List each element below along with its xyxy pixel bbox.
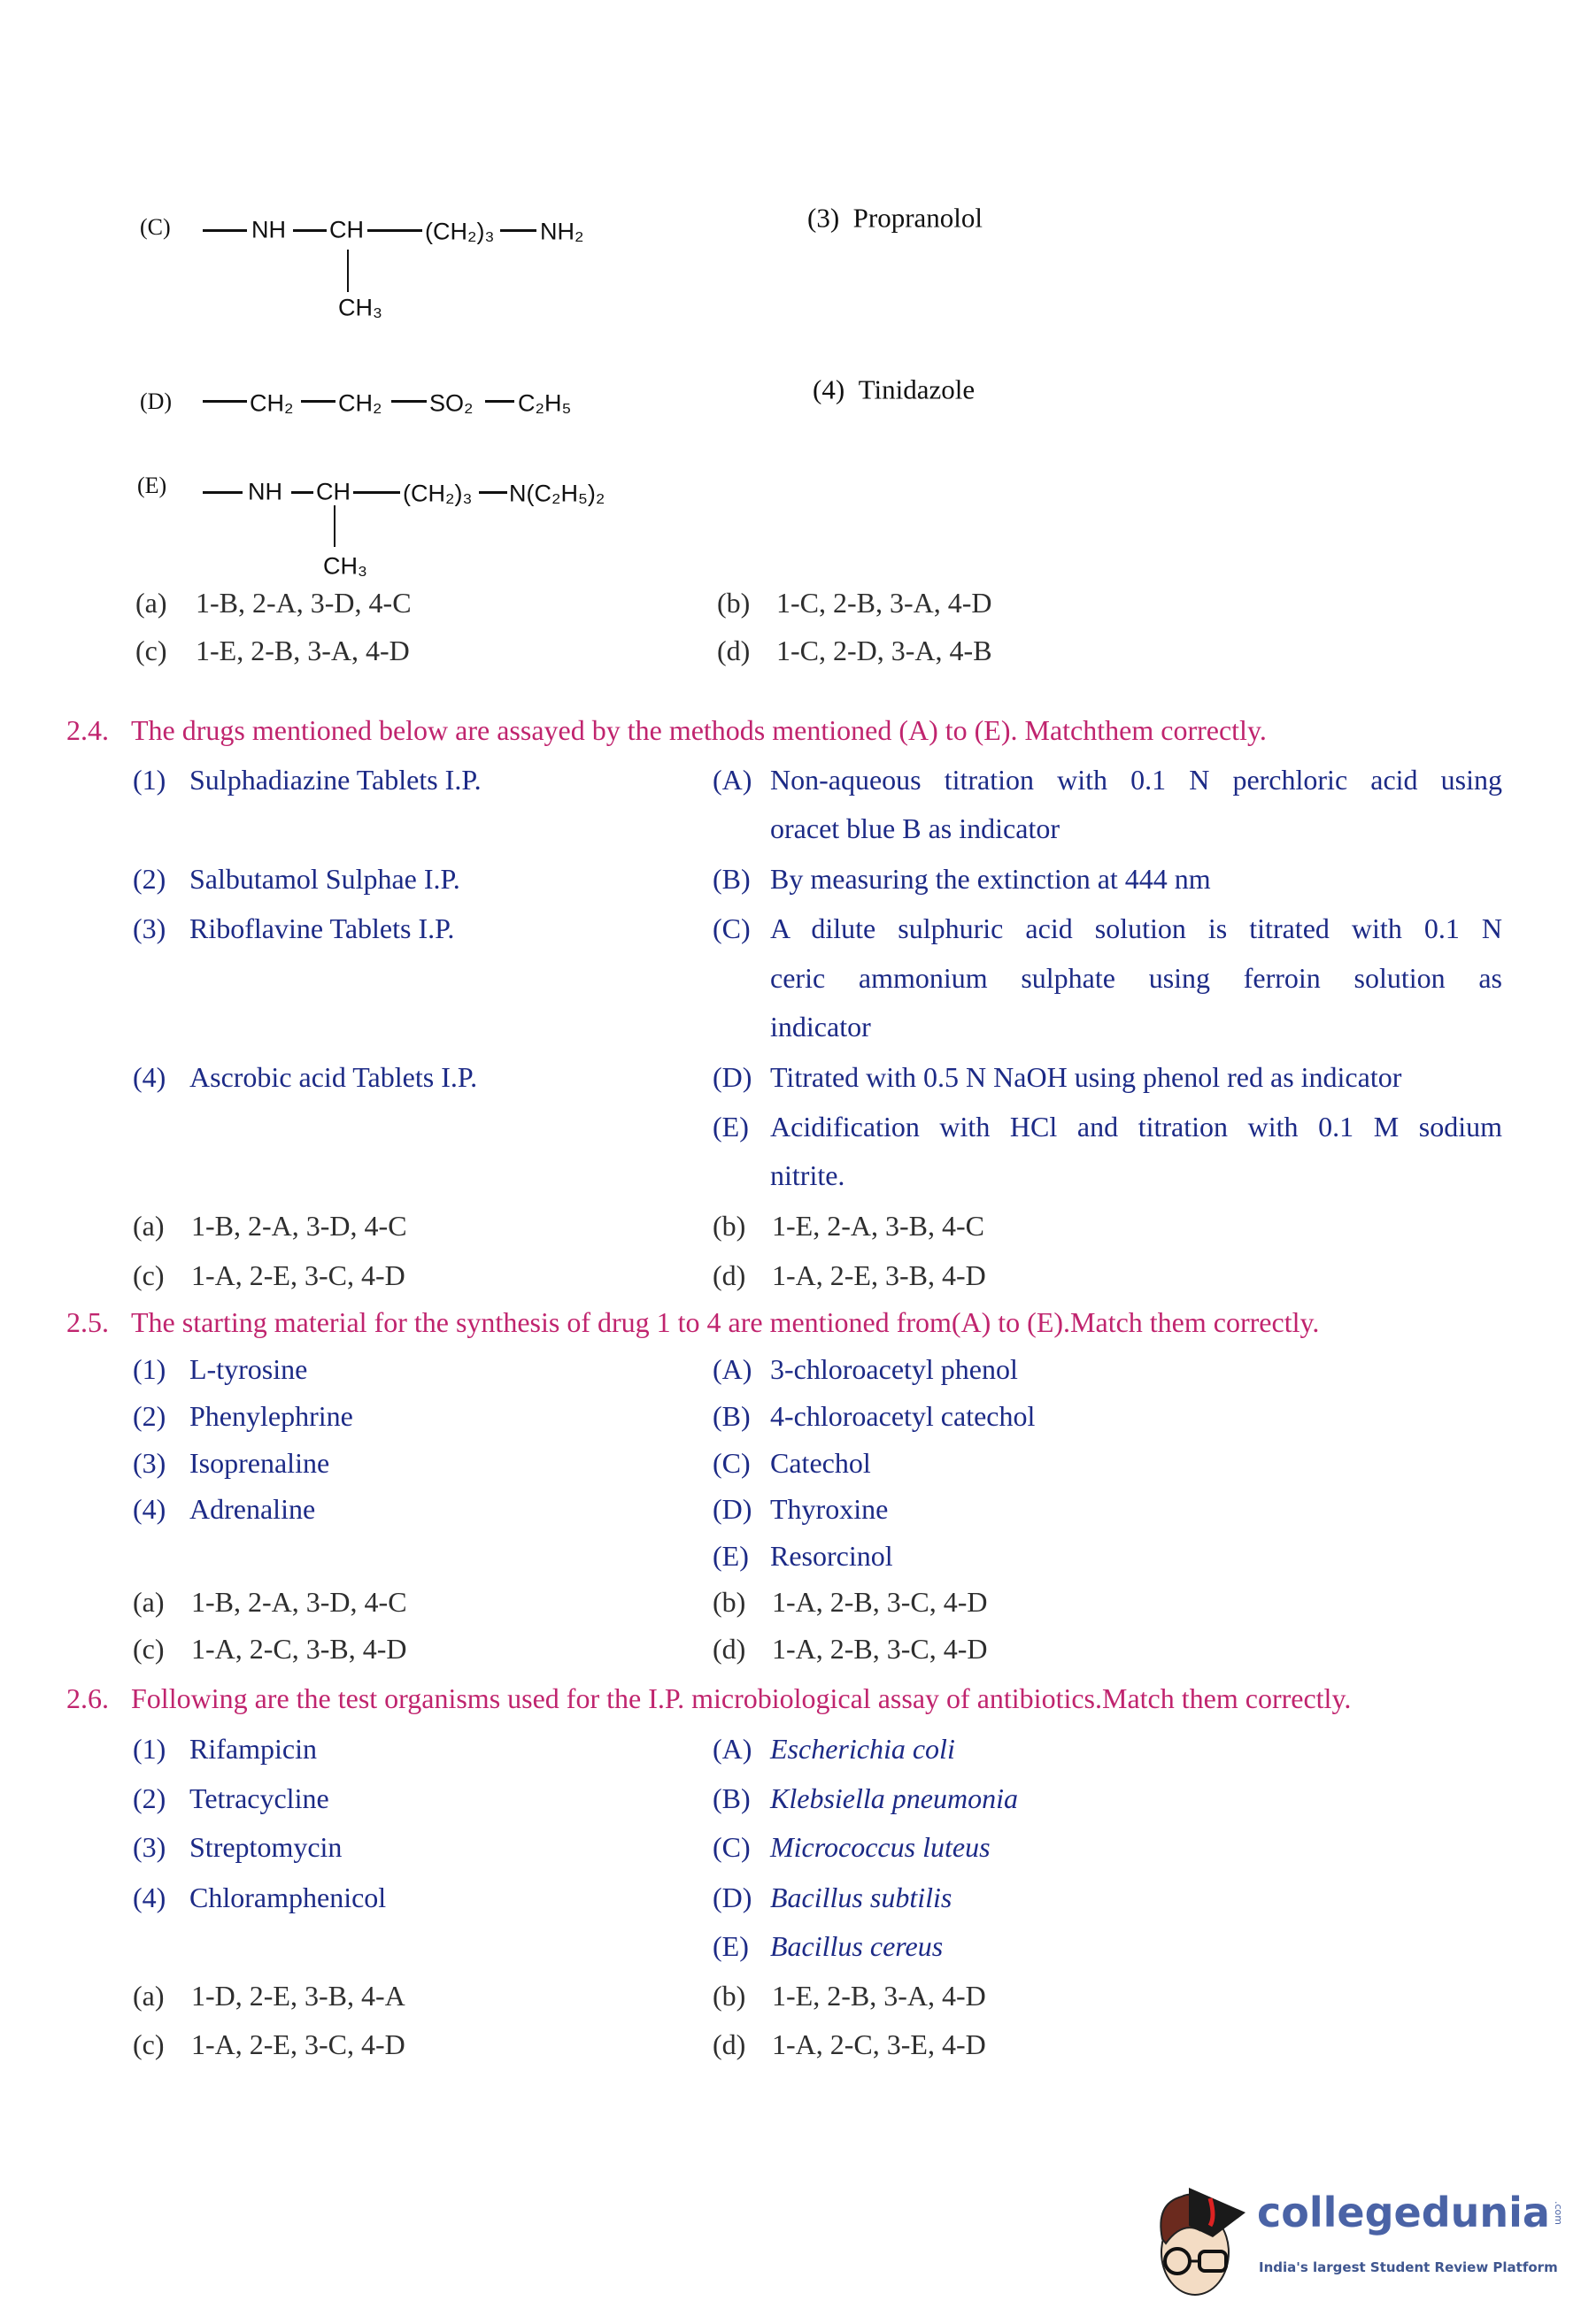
option-key: (b)	[717, 587, 751, 619]
logo-tagline: India's largest Student Review Platform	[1259, 2259, 1558, 2275]
bond	[347, 250, 349, 292]
item-text: L-tyrosine	[189, 1353, 308, 1385]
group: N(C₂H₅)₂	[509, 480, 605, 507]
group: (CH₂)₃	[425, 218, 495, 245]
item-text: By measuring the extinction at 444 nm	[770, 863, 1211, 895]
item-key: (C)	[713, 912, 751, 944]
item-text: Catechol	[770, 1447, 871, 1479]
question-text: The starting material for the synthesis of drug 1 to 4 are mentioned from(A) to (E).Match them correctly.	[131, 1306, 1320, 1338]
item-text: oracet blue B as indicator	[770, 812, 1060, 844]
option-key: (c)	[133, 1633, 165, 1665]
option-key: (a)	[133, 1210, 165, 1242]
option-key: (b)	[713, 1586, 746, 1618]
item-text: Phenylephrine	[189, 1400, 353, 1432]
item-key: (B)	[713, 863, 751, 895]
item-text: Riboflavine Tablets I.P.	[189, 912, 455, 944]
option-key: (d)	[713, 1633, 746, 1665]
bond	[291, 491, 313, 494]
option-text: 1-E, 2-A, 3-B, 4-C	[772, 1210, 984, 1242]
item-key: (C)	[713, 1831, 751, 1863]
item-key: (A)	[713, 1733, 752, 1765]
group: CH₃	[338, 294, 382, 321]
group: NH	[248, 478, 282, 505]
option-text: 1-A, 2-E, 3-B, 4-D	[772, 1259, 986, 1291]
item-key: (D)	[713, 1061, 752, 1093]
item-key: (D)	[713, 1493, 752, 1525]
item-key: (A)	[713, 764, 752, 796]
option-text: 1-A, 2-B, 3-C, 4-D	[772, 1586, 988, 1618]
option-key: (a)	[135, 587, 167, 619]
item-key: (4)	[133, 1493, 166, 1525]
item-text: Propranolol	[852, 202, 983, 234]
item-key: (1)	[133, 764, 166, 796]
item-key: (B)	[713, 1782, 751, 1814]
item-text: Rifampicin	[189, 1733, 317, 1765]
group: NH	[251, 216, 286, 243]
item-text: A dilute sulphuric acid solution is titrated with 0.1 N	[770, 912, 1502, 944]
item-text: 3-chloroacetyl phenol	[770, 1353, 1018, 1385]
option-text: 1-B, 2-A, 3-D, 4-C	[191, 1210, 407, 1242]
group: NH₂	[540, 218, 584, 245]
question-text: The drugs mentioned below are assayed by the methods mentioned (A) to (E). Matchthem correctly.	[131, 714, 1267, 746]
structure-label: (C)	[140, 214, 171, 240]
item-key: (2)	[133, 863, 166, 895]
option-key: (a)	[133, 1980, 165, 2012]
structure-label: (D)	[140, 389, 173, 414]
option-text: 1-C, 2-D, 3-A, 4-B	[776, 635, 992, 666]
item-text: Sulphadiazine Tablets I.P.	[189, 764, 482, 796]
item-text: 4-chloroacetyl catechol	[770, 1400, 1036, 1432]
option-key: (b)	[713, 1980, 746, 2012]
collegedunia-logo	[1142, 2173, 1567, 2305]
item-text: Escherichia coli	[770, 1733, 955, 1765]
item-text: Bacillus subtilis	[770, 1882, 952, 1913]
item-text: Bacillus cereus	[770, 1930, 944, 1962]
option-text: 1-B, 2-A, 3-D, 4-C	[191, 1586, 407, 1618]
item-key: (1)	[133, 1353, 166, 1385]
item-text: Tinidazole	[858, 373, 976, 405]
item-key: (3)	[807, 202, 840, 234]
option-key: (b)	[713, 1210, 746, 1242]
item-text: Chloramphenicol	[189, 1882, 387, 1913]
item-key: (2)	[133, 1400, 166, 1432]
answer-3	[807, 204, 983, 232]
bond	[293, 229, 327, 232]
item-text: Salbutamol Sulphae I.P.	[189, 863, 460, 895]
item-text: Isoprenaline	[189, 1447, 330, 1479]
logo-wordmark	[1257, 2189, 1564, 2236]
option-text: 1-E, 2-B, 3-A, 4-D	[196, 635, 410, 666]
option-text: 1-A, 2-B, 3-C, 4-D	[772, 1633, 988, 1665]
item-key: (1)	[133, 1733, 166, 1765]
question-number: 2.5.	[66, 1306, 109, 1338]
option-text: 1-E, 2-B, 3-A, 4-D	[772, 1980, 986, 2012]
item-key: (4)	[133, 1061, 166, 1093]
option-text: 1-A, 2-C, 3-E, 4-D	[772, 2028, 986, 2060]
item-text: Acidification with HCl and titration with 0.1 M sodium	[770, 1111, 1502, 1143]
option-key: (d)	[717, 635, 751, 666]
structure-label: (E)	[137, 473, 167, 498]
bond	[203, 491, 243, 494]
item-key: (4)	[813, 373, 845, 405]
question-number: 2.4.	[66, 714, 109, 746]
bond	[367, 229, 422, 232]
group: CH₃	[323, 552, 367, 580]
logo-suffix: .com	[1552, 2200, 1564, 2225]
option-key: (d)	[713, 2028, 746, 2060]
bond	[353, 491, 400, 494]
group: CH₂	[250, 389, 294, 417]
item-key: (C)	[713, 1447, 751, 1479]
group: (CH₂)₃	[403, 480, 473, 507]
item-key: (B)	[713, 1400, 751, 1432]
item-key: (A)	[713, 1353, 752, 1385]
item-text: Tetracycline	[189, 1782, 329, 1814]
group: C₂H₅	[518, 389, 572, 417]
item-key: (E)	[713, 1540, 749, 1572]
question-text: Following are the test organisms used for the I.P. microbiological assay of antibiotics.Match them correctly.	[131, 1682, 1352, 1714]
item-text: Thyroxine	[770, 1493, 889, 1525]
option-key: (a)	[133, 1586, 165, 1618]
item-key: (3)	[133, 912, 166, 944]
option-key: (c)	[135, 635, 167, 666]
logo-brand: collegedunia	[1257, 2189, 1550, 2236]
item-text: Ascrobic acid Tablets I.P.	[189, 1061, 478, 1093]
option-text: 1-A, 2-E, 3-C, 4-D	[191, 2028, 405, 2060]
option-key: (d)	[713, 1259, 746, 1291]
bond	[334, 505, 335, 547]
option-text: 1-B, 2-A, 3-D, 4-C	[196, 587, 412, 619]
question-number: 2.6.	[66, 1682, 109, 1714]
item-text: indicator	[770, 1011, 871, 1043]
item-key: (2)	[133, 1782, 166, 1814]
item-text: Klebsiella pneumonia	[770, 1782, 1018, 1814]
item-key: (3)	[133, 1447, 166, 1479]
bond	[203, 229, 247, 232]
item-text: Streptomycin	[189, 1831, 343, 1863]
bond	[485, 400, 514, 403]
option-key: (c)	[133, 1259, 165, 1291]
item-key: (E)	[713, 1930, 749, 1962]
item-text: Non-aqueous titration with 0.1 N perchloric acid using	[770, 764, 1502, 796]
bond	[301, 400, 335, 403]
item-key: (D)	[713, 1882, 752, 1913]
item-key: (3)	[133, 1831, 166, 1863]
item-key: (E)	[713, 1111, 749, 1143]
group: SO₂	[429, 389, 474, 417]
answer-4	[813, 373, 976, 405]
bond	[479, 491, 507, 494]
item-key: (4)	[133, 1882, 166, 1913]
option-text: 1-C, 2-B, 3-A, 4-D	[776, 587, 992, 619]
item-text: Titrated with 0.5 N NaOH using phenol red as indicator	[770, 1061, 1402, 1093]
option-text: 1-A, 2-E, 3-C, 4-D	[191, 1259, 405, 1291]
bond	[500, 229, 536, 232]
item-text: Micrococcus luteus	[770, 1831, 991, 1863]
group: CH	[329, 216, 364, 243]
item-text: ceric ammonium sulphate using ferroin solution as	[770, 962, 1502, 994]
option-key: (c)	[133, 2028, 165, 2060]
mascot-icon	[1146, 2177, 1253, 2301]
group: CH₂	[338, 389, 382, 417]
group: CH	[316, 478, 351, 505]
bond	[391, 400, 427, 403]
item-text: Resorcinol	[770, 1540, 893, 1572]
option-text: 1-A, 2-C, 3-B, 4-D	[191, 1633, 407, 1665]
item-text: Adrenaline	[189, 1493, 316, 1525]
option-text: 1-D, 2-E, 3-B, 4-A	[191, 1980, 405, 2012]
item-text: nitrite.	[770, 1159, 845, 1191]
bond	[203, 400, 247, 403]
